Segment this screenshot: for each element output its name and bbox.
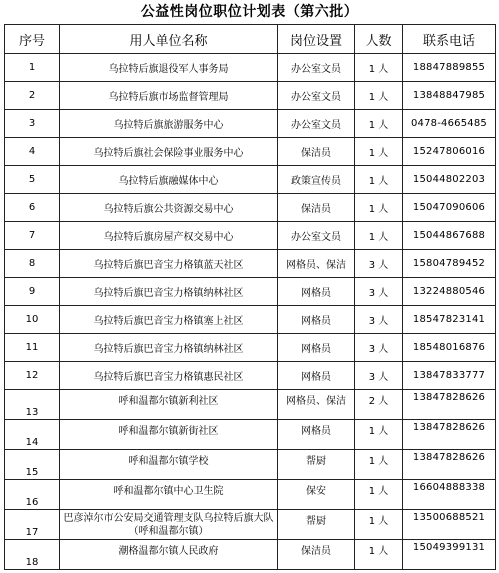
cell-employer-name: 呼和温都尔镇学校 <box>60 450 278 480</box>
cell-serial-number: 18 <box>5 540 60 570</box>
table-header-row <box>5 25 496 54</box>
cell-headcount: 1 人 <box>355 82 403 110</box>
cell-serial-number: 17 <box>5 510 60 540</box>
cell-employer-name: 乌拉特后旗社会保险事业服务中心 <box>60 138 278 166</box>
cell-employer-name: 乌拉特后旗融媒体中心 <box>60 166 278 194</box>
cell-employer-name: 乌拉特后旗市场监督管理局 <box>60 82 278 110</box>
cell-contact-phone: 13848847985 <box>403 82 496 110</box>
cell-headcount: 1 人 <box>355 420 403 450</box>
cell-headcount: 1 人 <box>355 166 403 194</box>
cell-employer-name: 乌拉特后旗公共资源交易中心 <box>60 194 278 222</box>
cell-position: 网格员 <box>278 306 355 334</box>
cell-position: 网格员 <box>278 420 355 450</box>
cell-serial-number: 8 <box>5 250 60 278</box>
cell-contact-phone: 13847828626 <box>403 420 496 450</box>
table-row <box>5 250 496 278</box>
cell-employer-name: 巴彦淖尔市公安局交通管理支队乌拉特后旗大队（呼和温都尔镇） <box>60 510 278 540</box>
cell-employer-name: 乌拉特后旗旅游服务中心 <box>60 110 278 138</box>
cell-headcount: 3 人 <box>355 334 403 362</box>
table-row <box>5 278 496 306</box>
cell-employer-name: 呼和温都尔镇中心卫生院 <box>60 480 278 510</box>
table-row <box>5 510 496 540</box>
cell-headcount: 3 人 <box>355 306 403 334</box>
cell-headcount: 1 人 <box>355 222 403 250</box>
cell-contact-phone: 13500688521 <box>403 510 496 540</box>
cell-contact-phone: 16604888338 <box>403 480 496 510</box>
table-row <box>5 362 496 390</box>
cell-position: 保安 <box>278 480 355 510</box>
cell-position: 帮厨 <box>278 450 355 480</box>
table-row <box>5 222 496 250</box>
cell-headcount: 1 人 <box>355 540 403 570</box>
header-headcount: 人数 <box>355 25 403 54</box>
table-row <box>5 450 496 480</box>
cell-headcount: 1 人 <box>355 138 403 166</box>
cell-serial-number: 12 <box>5 362 60 390</box>
cell-serial-number: 4 <box>5 138 60 166</box>
cell-contact-phone: 15049399131 <box>403 540 496 570</box>
cell-employer-name: 呼和温都尔镇新利社区 <box>60 390 278 420</box>
cell-position: 网格员、保洁 <box>278 390 355 420</box>
cell-contact-phone: 13847833777 <box>403 362 496 390</box>
header-employer-name: 用人单位名称 <box>60 25 278 54</box>
cell-serial-number: 15 <box>5 450 60 480</box>
cell-contact-phone: 0478-4665485 <box>403 110 496 138</box>
table-row <box>5 194 496 222</box>
cell-headcount: 1 人 <box>355 110 403 138</box>
table-row <box>5 138 496 166</box>
cell-position: 办公室文员 <box>278 54 355 82</box>
header-position: 岗位设置 <box>278 25 355 54</box>
cell-serial-number: 10 <box>5 306 60 334</box>
job-plan-table <box>4 24 496 570</box>
cell-serial-number: 5 <box>5 166 60 194</box>
cell-serial-number: 14 <box>5 420 60 450</box>
table-row <box>5 166 496 194</box>
cell-contact-phone: 13847828626 <box>403 390 496 420</box>
table-row <box>5 540 496 570</box>
table-row <box>5 306 496 334</box>
cell-employer-name: 乌拉特后旗巴音宝力格镇惠民社区 <box>60 362 278 390</box>
table-row <box>5 54 496 82</box>
cell-position: 保洁员 <box>278 138 355 166</box>
cell-headcount: 1 人 <box>355 450 403 480</box>
cell-employer-name: 乌拉特后旗房屋产权交易中心 <box>60 222 278 250</box>
cell-position: 网格员 <box>278 334 355 362</box>
cell-employer-name: 乌拉特后旗巴音宝力格镇纳林社区 <box>60 278 278 306</box>
cell-contact-phone: 18547823141 <box>403 306 496 334</box>
cell-contact-phone: 18548016876 <box>403 334 496 362</box>
table-row <box>5 420 496 450</box>
cell-headcount: 2 人 <box>355 390 403 420</box>
cell-employer-name: 乌拉特后旗巴音宝力格镇蓝天社区 <box>60 250 278 278</box>
cell-headcount: 1 人 <box>355 480 403 510</box>
cell-contact-phone: 15247806016 <box>403 138 496 166</box>
cell-headcount: 3 人 <box>355 362 403 390</box>
document-title: 公益性岗位职位计划表（第六批） <box>140 4 359 20</box>
cell-position: 政策宣传员 <box>278 166 355 194</box>
cell-position: 保洁员 <box>278 540 355 570</box>
cell-employer-name: 乌拉特后旗巴音宝力格镇纳林社区 <box>60 334 278 362</box>
cell-serial-number: 3 <box>5 110 60 138</box>
cell-headcount: 1 人 <box>355 194 403 222</box>
cell-position: 网格员 <box>278 362 355 390</box>
cell-contact-phone: 15044802203 <box>403 166 496 194</box>
cell-employer-name: 呼和温都尔镇新街社区 <box>60 420 278 450</box>
cell-position: 保洁员 <box>278 194 355 222</box>
cell-serial-number: 11 <box>5 334 60 362</box>
cell-serial-number: 13 <box>5 390 60 420</box>
cell-headcount: 1 人 <box>355 54 403 82</box>
table-row <box>5 82 496 110</box>
cell-serial-number: 1 <box>5 54 60 82</box>
header-serial-number: 序号 <box>5 25 60 54</box>
cell-contact-phone: 13847828626 <box>403 450 496 480</box>
cell-position: 办公室文员 <box>278 222 355 250</box>
cell-serial-number: 7 <box>5 222 60 250</box>
cell-position: 办公室文员 <box>278 82 355 110</box>
cell-headcount: 3 人 <box>355 250 403 278</box>
table-row <box>5 110 496 138</box>
cell-contact-phone: 15047090606 <box>403 194 496 222</box>
cell-contact-phone: 13224880546 <box>403 278 496 306</box>
table-row <box>5 334 496 362</box>
cell-serial-number: 16 <box>5 480 60 510</box>
cell-position: 网格员 <box>278 278 355 306</box>
cell-contact-phone: 18847889855 <box>403 54 496 82</box>
cell-headcount: 3 人 <box>355 278 403 306</box>
cell-serial-number: 2 <box>5 82 60 110</box>
cell-headcount: 1 人 <box>355 510 403 540</box>
cell-position: 网格员、保洁 <box>278 250 355 278</box>
table-row <box>5 390 496 420</box>
cell-serial-number: 9 <box>5 278 60 306</box>
header-contact-phone: 联系电话 <box>403 25 496 54</box>
table-row <box>5 480 496 510</box>
cell-employer-name: 乌拉特后旗巴音宝力格镇塞上社区 <box>60 306 278 334</box>
cell-position: 帮厨 <box>278 510 355 540</box>
cell-employer-name: 乌拉特后旗退役军人事务局 <box>60 54 278 82</box>
cell-serial-number: 6 <box>5 194 60 222</box>
cell-contact-phone: 15804789452 <box>403 250 496 278</box>
cell-position: 办公室文员 <box>278 110 355 138</box>
cell-contact-phone: 15044867688 <box>403 222 496 250</box>
cell-employer-name: 潮格温都尔镇人民政府 <box>60 540 278 570</box>
